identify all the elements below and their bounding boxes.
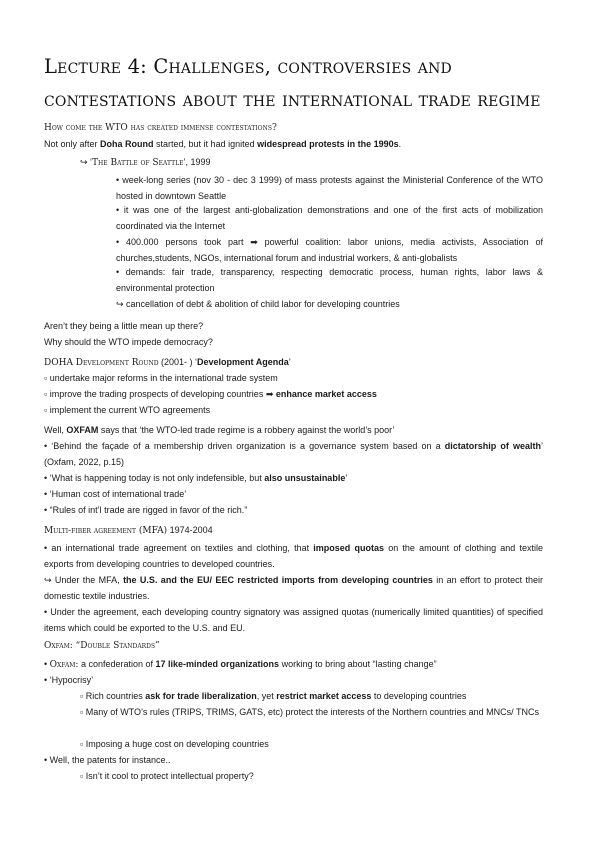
seattle-bullet-1: • week-long series (nov 30 - dec 3 1999) of mass protests against the Ministerial Conference of the WTO hosted in downtown Seattle [116, 175, 543, 201]
hypocrisy-item-3: ▫ Imposing a huge cost on developing countries [80, 739, 269, 749]
section-heading-wto-contestations: How come the WTO has created immense contestations? [44, 123, 277, 133]
question-1: Aren’t they being a little mean up there? [44, 321, 204, 331]
seattle-bullet-2: • it was one of the largest anti-globalization demonstrations and one of the first acts of mobilization coordinated via the Internet [116, 205, 543, 231]
mfa-heading-line: Multi-fiber agreement (MFA) 1974-2004 [44, 525, 213, 536]
doha-item-2: ▫ improve the trading prospects of developing countries ➡ enhance market access [44, 389, 377, 399]
hypocrisy-item-1: ▫ Rich countries ask for trade liberalization, yet restrict market access to developing countries [80, 691, 467, 701]
oxfam-quote-2: • ‘Behind the façade of a membership driven organization is a governance system based on a dictatorship of wealth’ (Oxfam, 2022, p.15) [44, 441, 543, 467]
oxfam-quote-5: • “Rules of int’l trade are rigged in favor of the rich.” [44, 505, 248, 515]
intro-line: Not only after Doha Round started, but it had ignited widespread protests in the 1990s. [44, 139, 402, 149]
oxfam-quote-line: Well, OXFAM says that ‘the WTO-led trade regime is a robbery against the world’s poor’ [44, 425, 395, 435]
seattle-subpoint: ↪ cancellation of debt & abolition of child labor for developing countries [116, 299, 400, 309]
doha-heading: DOHA Development Round [44, 358, 159, 368]
doha-item-3: ▫ implement the current WTO agreements [44, 405, 211, 415]
doha-item-1: ▫ undertake major reforms in the international trade system [44, 373, 278, 383]
question-2: Why should the WTO impede democracy? [44, 337, 213, 347]
battle-of-seattle-line: ↪ ‘The Battle of Seattle’, 1999 [80, 157, 211, 168]
oxfam-definition: • Oxfam: a confederation of 17 like-minded organizations working to bring about “lasting change” [44, 659, 437, 670]
page-title: Lecture 4: Challenges, controversies and contestations about the international trade regime [44, 55, 541, 111]
mfa-point-2: ↪ Under the MFA, the U.S. and the EU/ EEC restricted imports from developing countries in an effort to protect their domestic textile industries. [44, 575, 543, 601]
intellectual-property-item: ▫ Isn’t it cool to protect intellectual property? [80, 771, 254, 781]
oxfam-quote-3: • ‘What is happening today is not only indefensible, but also unsustainable’ [44, 473, 348, 483]
hypocrisy-item-2: ▫ Many of WTO’s rules (TRIPS, TRIMS, GATS, etc) protect the interests of the Northern countries and MNCs/ TNCs [80, 707, 539, 717]
patents-bullet: • Well, the patents for instance.. [44, 755, 171, 765]
mfa-point-1: • an international trade agreement on textiles and clothing, that imposed quotas on the amount of clothing and textile exports from developing countries to developed countries. [44, 543, 543, 569]
hypocrisy-bullet: • ‘Hypocrisy’ [44, 675, 94, 685]
doha-heading-line: DOHA Development Round (2001- ) ‘Development Agenda’ [44, 357, 291, 368]
oxfam-quote-4: • ‘Human cost of international trade’ [44, 489, 187, 499]
seattle-bullet-3: • 400.000 persons took part ➡ powerful coalition: labor unions, media activists, Association of churches,students, NGOs, international forum and industrial workers, & anti-globalists [116, 237, 543, 263]
mfa-point-3: • Under the agreement, each developing country signatory was assigned quotas (numerically limited quantities) of specified items which could be exported to the U.S. and EU. [44, 607, 543, 633]
seattle-bullet-4: • demands: fair trade, transparency, respecting democratic process, human rights, labor laws & environmental protection [116, 267, 543, 293]
oxfam-double-standards-heading: Oxfam: “Double Standards” [44, 641, 160, 651]
mfa-heading: Multi-fiber agreement (MFA) [44, 526, 168, 536]
